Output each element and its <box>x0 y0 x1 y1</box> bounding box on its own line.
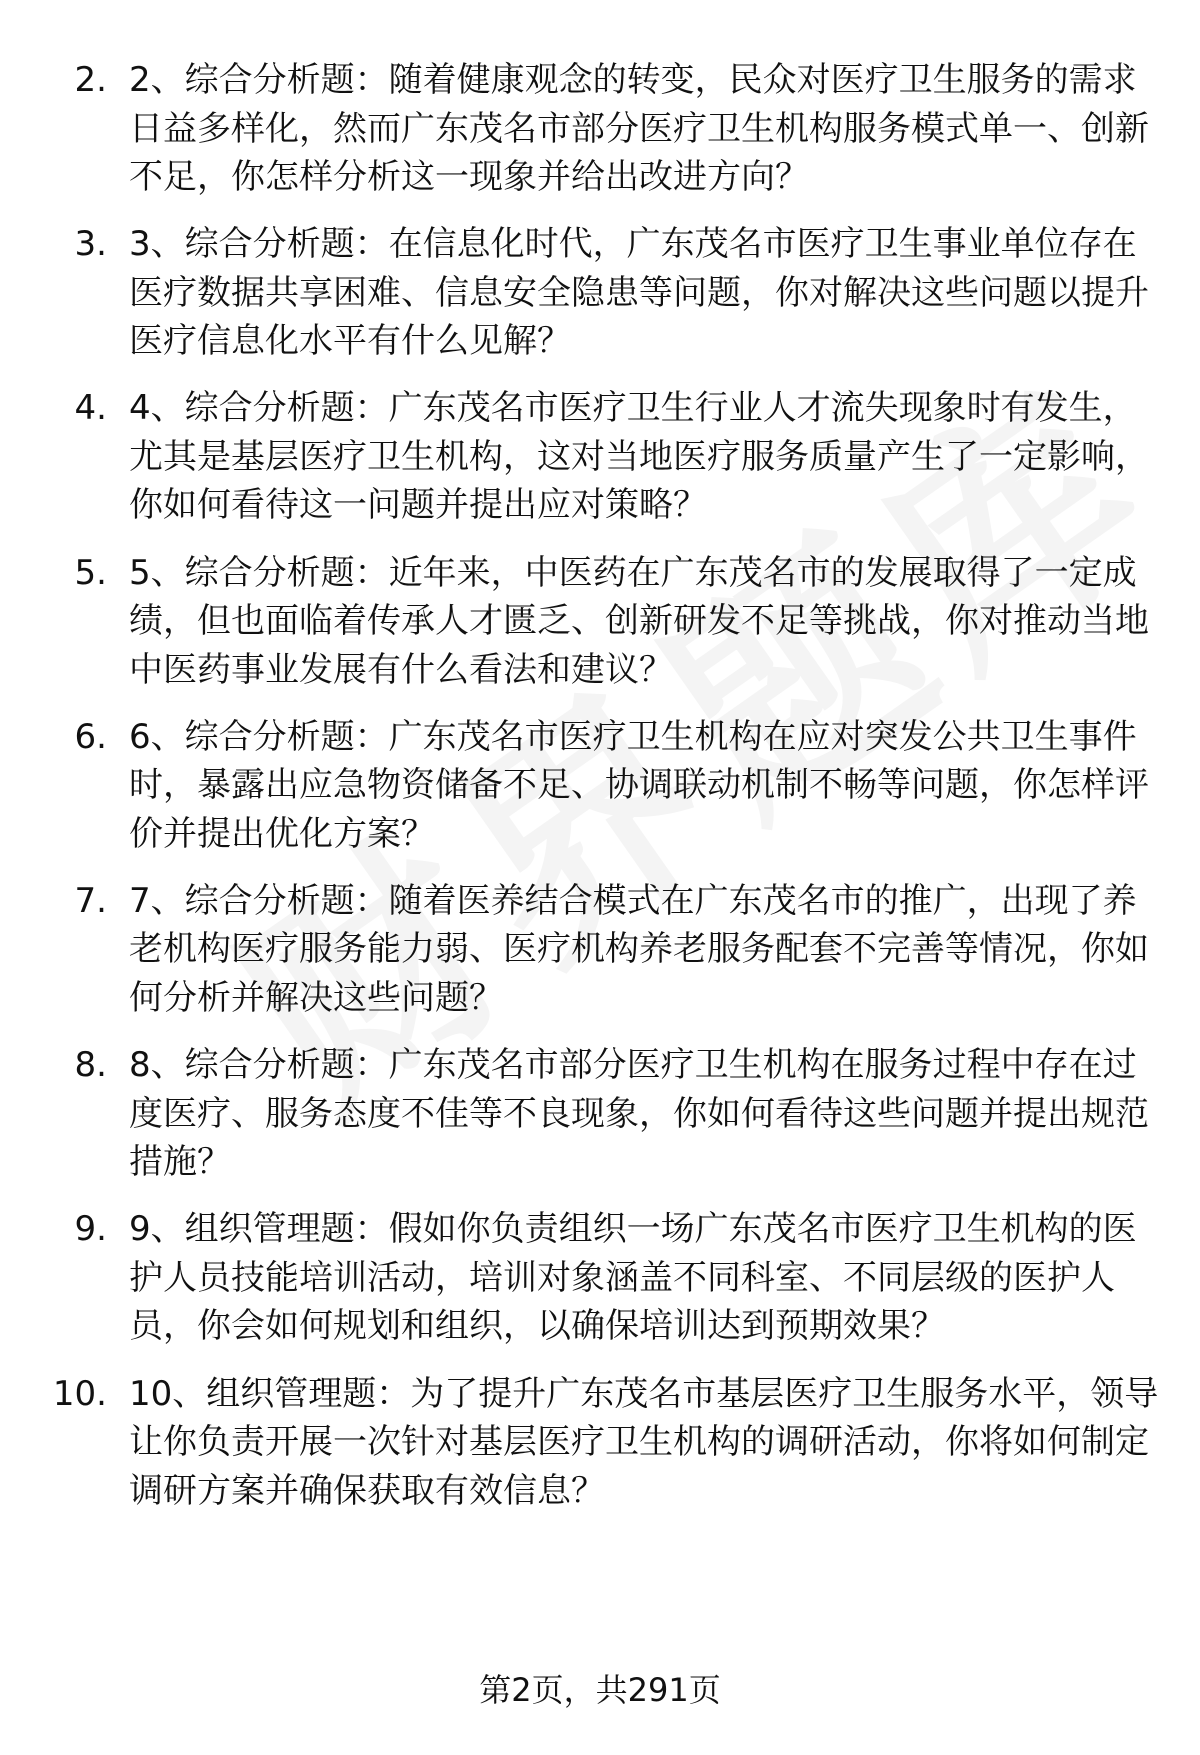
item-text: 9、组织管理题：假如你负责组织一场广东茂名市医疗卫生机构的医护人员技能培训活动，培训对象涵盖不同科室、不同层级的医护人员，你会如何规划和组织，以确保培训达到预期效果？ <box>129 1209 1137 1347</box>
item-number: 10. <box>52 1373 107 1414</box>
list-item <box>0 384 1200 548</box>
item-text: 2、综合分析题：随着健康观念的转变，民众对医疗卫生服务的需求日益多样化，然而广东茂名市部分医疗卫生机构服务模式单一、创新不足，你怎样分析这一现象并给出改进方向？ <box>129 60 1149 197</box>
item-number: 8. <box>74 1045 107 1086</box>
item-number: 6. <box>74 716 107 757</box>
item-number: 7. <box>74 880 107 921</box>
item-text: 8、综合分析题：广东茂名市部分医疗卫生机构在服务过程中存在过度医疗、服务态度不佳等不良现象，你如何看待这些问题并提出规范措施？ <box>129 1045 1149 1183</box>
list-item <box>0 877 1200 1041</box>
item-number: 9. <box>74 1209 107 1250</box>
item-text: 6、综合分析题：广东茂名市医疗卫生机构在应对突发公共卫生事件时，暴露出应急物资储备不足、协调联动机制不畅等问题，你怎样评价并提出优化方案？ <box>129 716 1149 854</box>
list-item <box>0 56 1200 220</box>
item-text: 3、综合分析题：在信息化时代，广东茂名市医疗卫生事业单位存在医疗数据共享困难、信息安全隐患等问题，你对解决这些问题以提升医疗信息化水平有什么见解？ <box>129 224 1149 362</box>
item-number: 5. <box>74 552 107 593</box>
item-text: 7、综合分析题：随着医养结合模式在广东茂名市的推广，出现了养老机构医疗服务能力弱、医疗机构养老服务配套不完善等情况，你如何分析并解决这些问题？ <box>129 880 1149 1018</box>
item-text: 4、综合分析题：广东茂名市医疗卫生行业人才流失现象时有发生，尤其是基层医疗卫生机构，这对当地医疗服务质量产生了一定影响，你如何看待这一问题并提出应对策略？ <box>129 388 1149 526</box>
item-number: 2. <box>74 60 107 100</box>
item-text: 5、综合分析题：近年来，中医药在广东茂名市的发展取得了一定成绩，但也面临着传承人才匮乏、创新研发不足等挑战，你对推动当地中医药事业发展有什么看法和建议？ <box>129 552 1149 690</box>
item-text: 10、组织管理题：为了提升广东茂名市基层医疗卫生服务水平，领导让你负责开展一次针对基层医疗卫生机构的调研活动，你将如何制定调研方案并确保获取有效信息？ <box>129 1373 1159 1511</box>
list-item <box>0 1041 1200 1205</box>
item-number: 3. <box>74 224 107 265</box>
question-list <box>0 56 1200 1534</box>
item-number: 4. <box>74 388 107 429</box>
list-item <box>0 713 1200 877</box>
page-number: 第2页，共291页 <box>479 1671 721 1709</box>
list-item <box>0 220 1200 384</box>
list-item <box>0 549 1200 713</box>
list-item <box>0 1205 1200 1369</box>
list-item <box>0 1370 1200 1534</box>
